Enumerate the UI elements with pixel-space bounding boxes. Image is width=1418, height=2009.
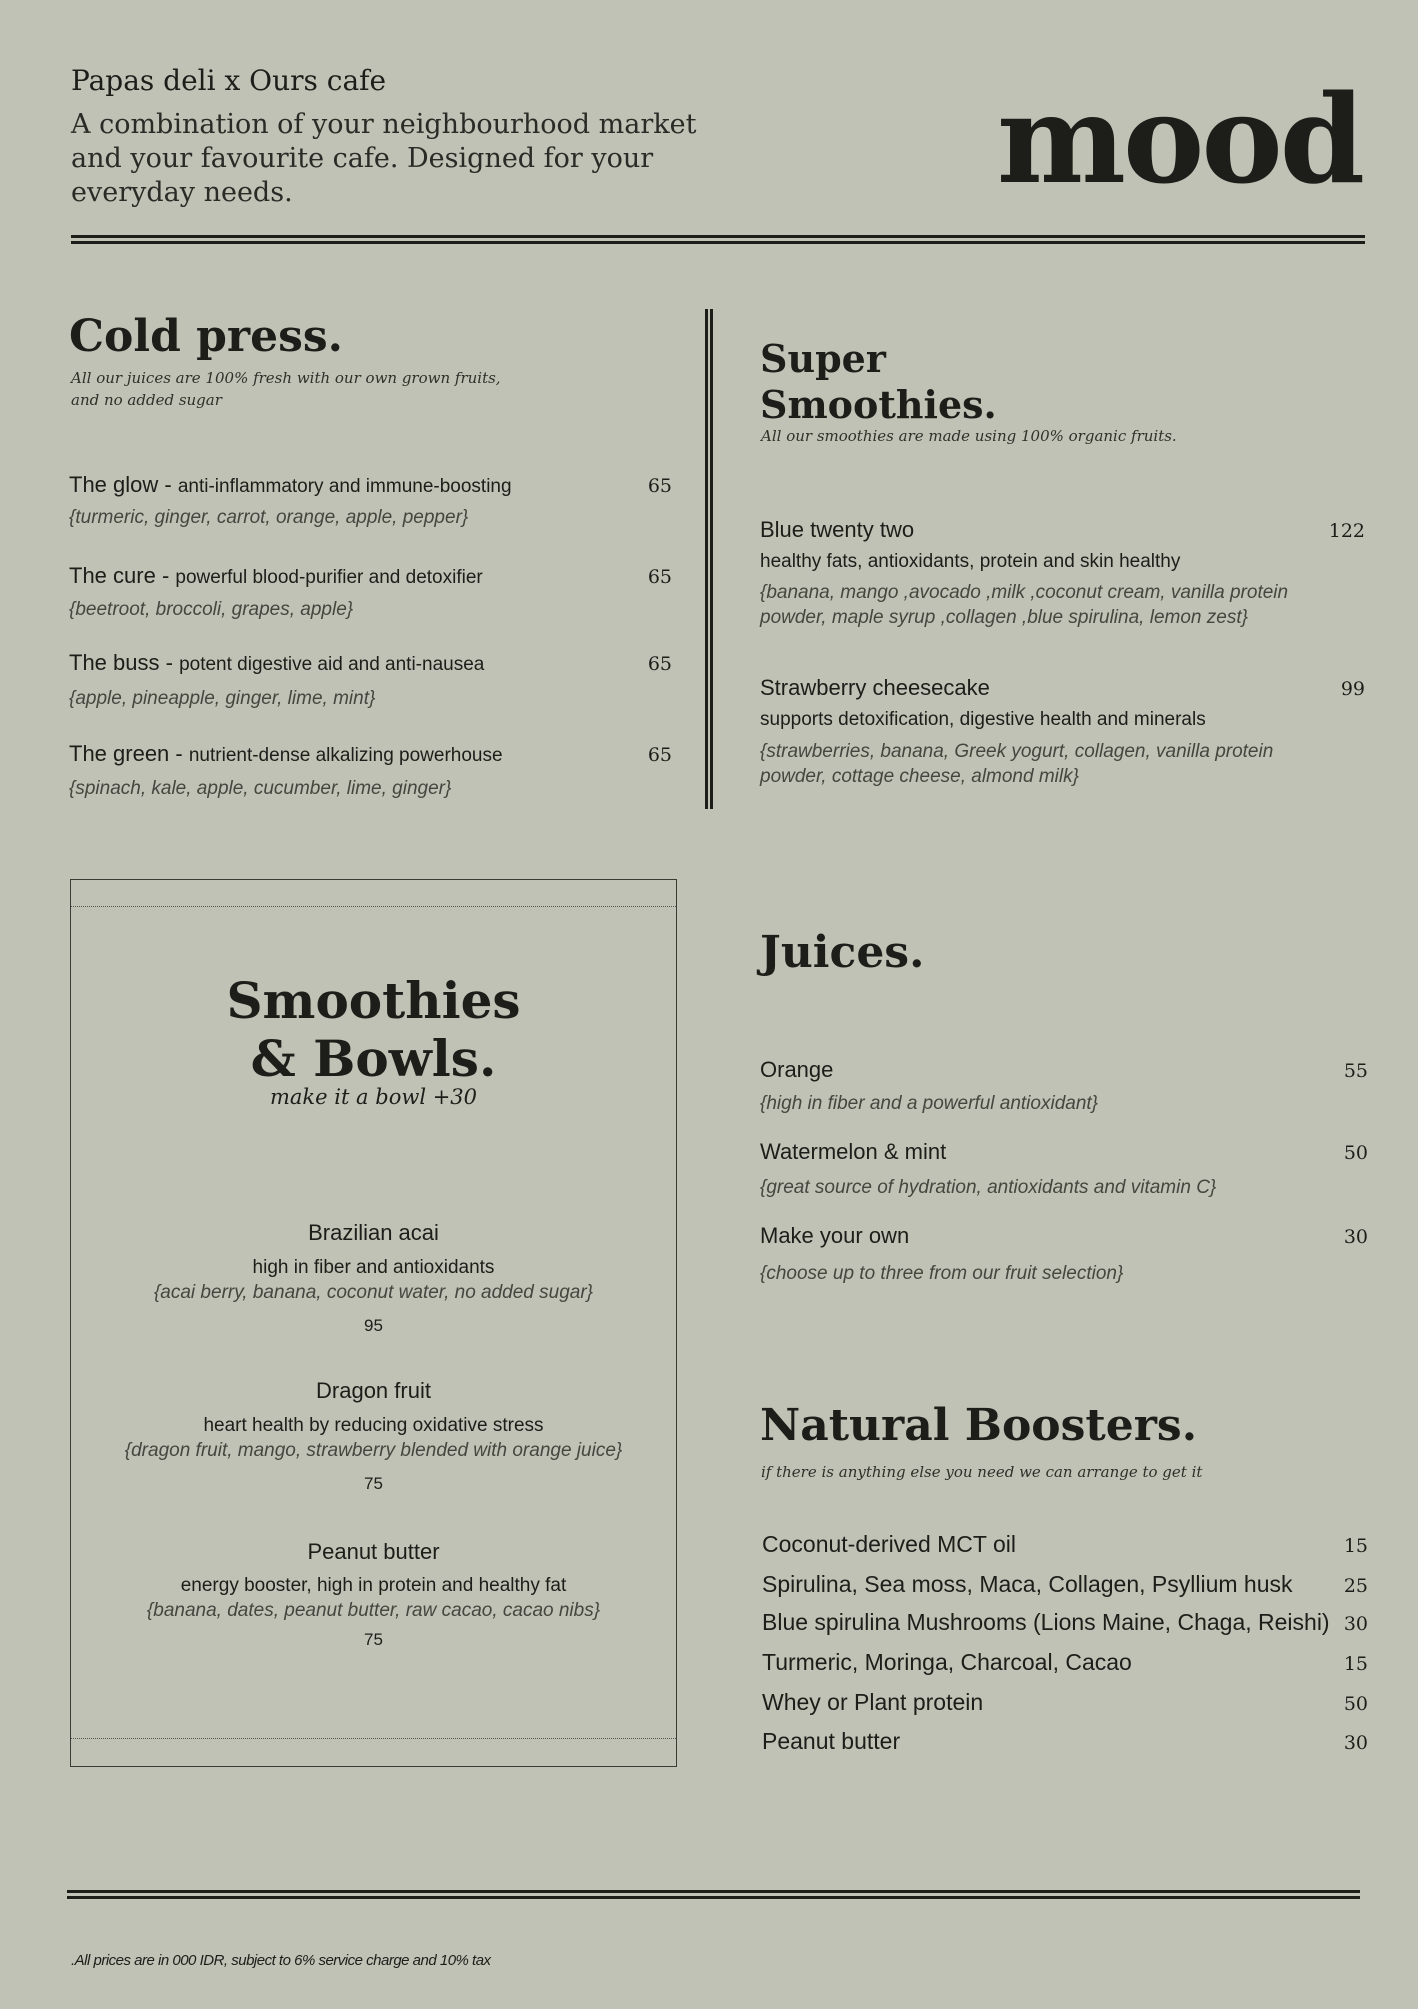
box-top-dotline	[71, 906, 676, 907]
item-description: supports detoxification, digestive health and minerals	[760, 709, 1206, 730]
item-price: 95	[364, 1316, 383, 1335]
item-name: Strawberry cheesecake	[760, 675, 990, 700]
item-name: Peanut butter	[307, 1539, 440, 1564]
item-name: Spirulina, Sea moss, Maca, Collagen, Psyllium husk	[762, 1571, 1293, 1597]
list-item	[762, 1649, 1368, 1676]
footer-divider	[67, 1890, 1360, 1899]
item-name: Blue spirulina Mushrooms (Lions Maine, Chaga, Reishi)	[762, 1609, 1330, 1635]
item-name: Watermelon & mint	[760, 1139, 947, 1164]
item-description: anti-inflammatory and immune-boosting	[177, 476, 512, 497]
bowls-title: Smoothies & Bowls.	[226, 971, 521, 1088]
item-ingredients: {apple, pineapple, ginger, lime, mint}	[69, 688, 376, 709]
list-item	[762, 1571, 1368, 1598]
list-item	[760, 1139, 1368, 1165]
boosters-title: Natural Boosters.	[760, 1400, 1198, 1451]
item-price: 30	[1343, 1226, 1368, 1248]
header-divider	[71, 235, 1365, 244]
list-item	[760, 1223, 1368, 1249]
cold-press-title: Cold press.	[69, 311, 343, 362]
item-description: {great source of hydration, antioxidants and vitamin C}	[760, 1177, 1217, 1198]
item-name: Dragon fruit	[316, 1378, 431, 1403]
tagline: A combination of your neighbourhood market and your favourite cafe. Designed for your everyday needs.	[71, 109, 697, 208]
item-description: high in fiber and antioxidants	[252, 1257, 495, 1278]
item-name: The green	[69, 741, 170, 766]
list-item: The buss - potent digestive aid and anti-nausea 65	[69, 650, 672, 675]
item-price: 65	[647, 566, 672, 588]
item-price: 65	[647, 744, 672, 766]
cold-press-subtitle: All our juices are 100% fresh with our own grown fruits, and no added sugar	[71, 369, 501, 409]
item-name: Coconut-derived MCT oil	[762, 1531, 1016, 1557]
list-item: The green - nutrient-dense alkalizing powerhouse 65	[69, 741, 672, 766]
item-name: Orange	[760, 1057, 834, 1082]
bowls-subtitle: make it a bowl +30	[269, 1085, 478, 1109]
item-name: Turmeric, Moringa, Charcoal, Cacao	[762, 1649, 1132, 1675]
item-name: Brazilian acai	[308, 1220, 439, 1245]
column-divider	[705, 309, 713, 809]
item-name: The cure	[69, 563, 156, 588]
list-item	[760, 1057, 1368, 1083]
item-name: Blue twenty two	[760, 517, 915, 542]
item-price: 122	[1328, 520, 1365, 542]
list-item: The glow - anti-inflammatory and immune-boosting 65	[69, 472, 672, 497]
item-ingredients: {banana, mango ,avocado ,milk ,coconut cream, vanilla protein powder, maple syrup ,collagen ,blue spirulina, lemon zest}	[760, 582, 1289, 628]
item-description: energy booster, high in protein and healthy fat	[180, 1575, 567, 1596]
item-price: 15	[1343, 1535, 1368, 1557]
list-item	[760, 675, 1365, 701]
item-description: potent digestive aid and anti-nausea	[179, 654, 485, 675]
super-smoothies-title: Super Smoothies.	[760, 336, 997, 427]
item-description: powerful blood-purifier and detoxifier	[175, 567, 483, 588]
item-name: Peanut butter	[762, 1728, 901, 1754]
item-description: nutrient-dense alkalizing powerhouse	[188, 745, 503, 766]
bowls-box	[70, 879, 677, 1767]
list-item: The cure - powerful blood-purifier and detoxifier 65	[69, 563, 672, 588]
item-name: The buss	[69, 650, 160, 675]
item-name: The glow	[69, 472, 159, 497]
item-ingredients: {banana, dates, peanut butter, raw cacao, cacao nibs}	[146, 1600, 601, 1621]
item-price: 50	[1343, 1142, 1368, 1164]
item-price: 25	[1343, 1575, 1368, 1597]
item-ingredients: {turmeric, ginger, carrot, orange, apple, pepper}	[69, 507, 469, 528]
item-price: 30	[1343, 1613, 1368, 1635]
logo: mood	[996, 67, 1362, 211]
item-description: healthy fats, antioxidants, protein and skin healthy	[760, 551, 1181, 572]
item-name: Make your own	[760, 1223, 910, 1248]
box-bottom-dotline	[71, 1738, 676, 1739]
list-item	[762, 1531, 1368, 1558]
brand-name: Papas deli x Ours cafe	[71, 64, 387, 97]
list-item	[762, 1728, 1368, 1755]
item-price: 55	[1343, 1060, 1368, 1082]
juices-title: Juices.	[760, 927, 925, 978]
price-note: .All prices are in 000 IDR, subject to 6% service charge and 10% tax	[71, 1952, 491, 1969]
item-price: 65	[647, 475, 672, 497]
list-item	[762, 1609, 1368, 1636]
item-price: 75	[364, 1630, 383, 1649]
item-description: {choose up to three from our fruit selection}	[760, 1263, 1124, 1284]
item-price: 50	[1343, 1693, 1368, 1715]
list-item	[760, 517, 1365, 543]
item-ingredients: {strawberries, banana, Greek yogurt, collagen, vanilla protein powder, cottage cheese, almond milk}	[760, 741, 1274, 787]
item-description: heart health by reducing oxidative stress	[203, 1415, 544, 1436]
list-item	[762, 1689, 1368, 1716]
item-price: 65	[647, 653, 672, 675]
boosters-subtitle: if there is anything else you need we can arrange to get it	[761, 1463, 1203, 1481]
item-ingredients: {dragon fruit, mango, strawberry blended with orange juice}	[124, 1440, 623, 1461]
item-ingredients: {beetroot, broccoli, grapes, apple}	[69, 599, 354, 620]
item-price: 15	[1343, 1653, 1368, 1675]
item-description: {high in fiber and a powerful antioxidant}	[760, 1093, 1099, 1114]
item-price: 75	[364, 1474, 383, 1493]
item-ingredients: {spinach, kale, apple, cucumber, lime, ginger}	[69, 778, 452, 799]
super-smoothies-subtitle: All our smoothies are made using 100% organic fruits.	[761, 427, 1177, 445]
item-price: 30	[1343, 1732, 1368, 1754]
item-name: Whey or Plant protein	[762, 1689, 984, 1715]
item-price: 99	[1340, 678, 1365, 700]
item-ingredients: {acai berry, banana, coconut water, no added sugar}	[153, 1282, 594, 1303]
